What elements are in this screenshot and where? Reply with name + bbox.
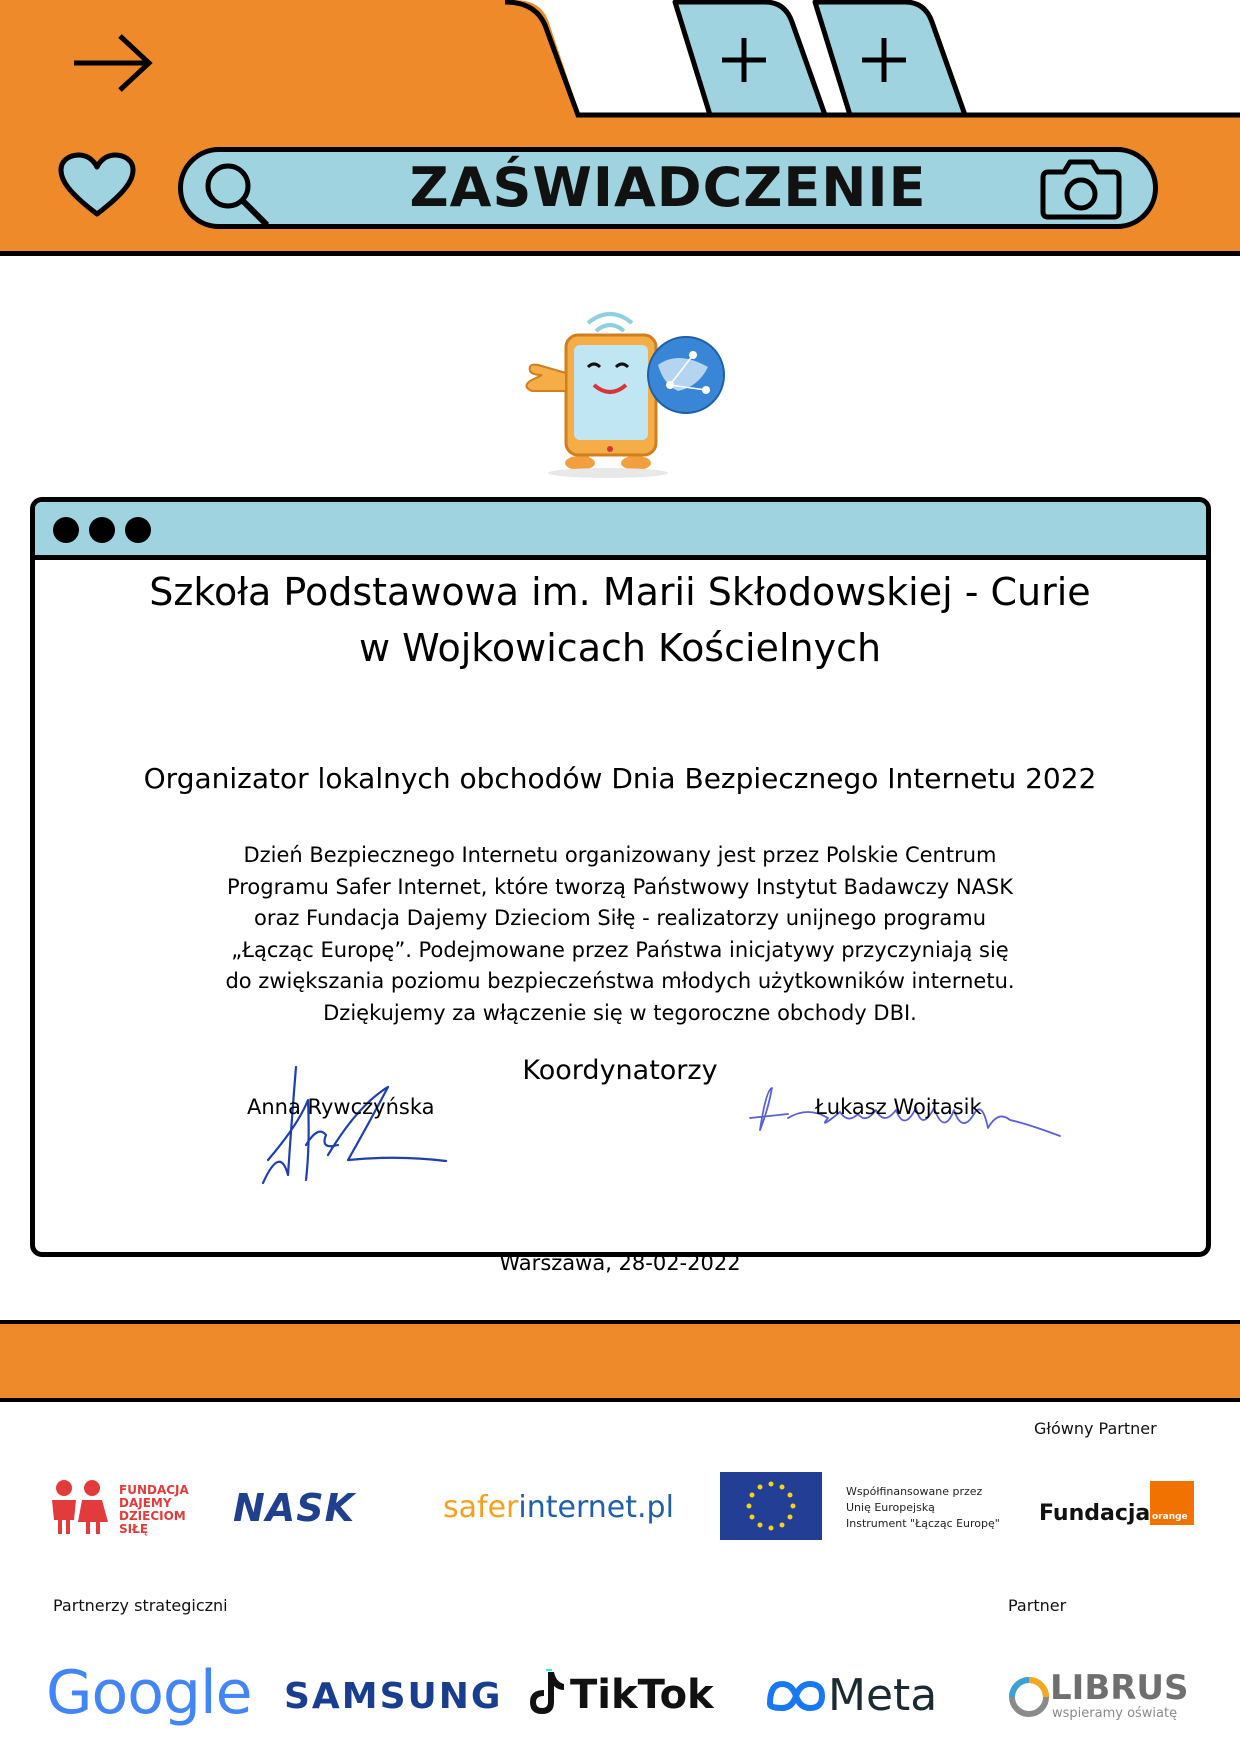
meta-logo: Meta [828,1670,938,1721]
samsung-logo: SAMSUNG [284,1676,503,1717]
camera-icon [1040,158,1122,220]
main-partner-label: Główny Partner [1034,1419,1157,1438]
signer-left-name: Anna Rywczyńska [247,1095,435,1119]
heart-icon [58,152,136,220]
school-name-line-2: w Wojkowicach Kościelnych [358,626,882,670]
body-line: oraz Fundacja Dajemy Dzieciom Siłę - realizatorzy unijnego programu [253,906,987,930]
eu-text-line: Współfinansowane przez [846,1485,983,1498]
eu-flag-icon [720,1472,822,1540]
librus-icon [1008,1676,1050,1718]
fdds-logo-line: DZIECIOM [119,1509,186,1523]
orange-logo-square [1150,1481,1194,1525]
fdds-logo-line: SIŁĘ [119,1522,149,1536]
partner-label: Partner [1008,1596,1067,1615]
fdds-logo-line: FUNDACJA [119,1483,189,1497]
librus-logo: LIBRUS [1050,1668,1189,1708]
window-dot [125,517,151,543]
body-line: Dzień Bezpiecznego Internetu organizowany jest przez Polskie Centrum [243,843,997,867]
nask-logo: NASK [233,1486,356,1530]
body-line: do zwiększania poziomu bezpieczeństwa młodych użytkowników internetu. [225,969,1015,993]
plus-icon [720,36,768,84]
fdds-logo-mark [44,1478,114,1536]
footer-band [0,1320,1240,1402]
card-title-bar [35,502,1206,560]
arrow-right-icon [72,32,154,94]
body-line: Programu Safer Internet, które tworzą Państwowy Instytut Badawczy NASK [226,874,1014,899]
tiktok-icon [528,1668,566,1716]
certificate-body [200,840,1040,1029]
window-dot [53,517,79,543]
strategic-partners-label: Partnerzy strategiczni [53,1596,228,1615]
signature-left [258,1065,458,1195]
tab-group [670,0,970,118]
saferinternet-logo-part: internet.pl [518,1490,674,1525]
tiktok-logo: TikTok [570,1672,714,1718]
window-dot [89,517,115,543]
signer-right-name: Łukasz Wojtasik [815,1095,982,1119]
coordinators-label: Koordynatorzy [522,1055,718,1086]
eu-text-line: Unię Europejską [846,1501,935,1514]
fdds-logo-text [119,1484,189,1536]
google-logo-text: Google [46,1658,252,1728]
saferinternet-logo [443,1490,674,1525]
google-logo [46,1658,252,1728]
saferinternet-logo-part: safer [443,1490,519,1525]
eu-cofinancing-text [846,1484,1000,1532]
fdds-logo-line: DAJEMY [119,1496,172,1510]
plus-icon [860,36,908,84]
orange-logo-text: orange [1152,1512,1188,1522]
mascot-phone-illustration [518,295,728,480]
certificate-date: Warszawa, 28-02-2022 [499,1251,741,1275]
body-line: „Łącząc Europę”. Podejmowane przez Państwa inicjatywy przyczyniają się [231,937,1009,962]
librus-tagline: wspieramy oświatę [1052,1706,1178,1721]
orange-foundation-logo: Fundacja [1039,1501,1151,1526]
body-line: Dziękujemy za włączenie się w tegoroczne obchody DBI. [323,1000,917,1025]
page-title: ZAŚWIADCZENIE [409,156,927,219]
certificate-role: Organizator lokalnych obchodów Dnia Bezpiecznego Internetu 2022 [143,762,1097,795]
meta-infinity-icon [766,1678,826,1714]
school-name-line-1: Szkoła Podstawowa im. Marii Skłodowskiej - Curie [149,570,1091,614]
eu-text-line: Instrument "Łącząc Europę" [846,1517,1000,1530]
